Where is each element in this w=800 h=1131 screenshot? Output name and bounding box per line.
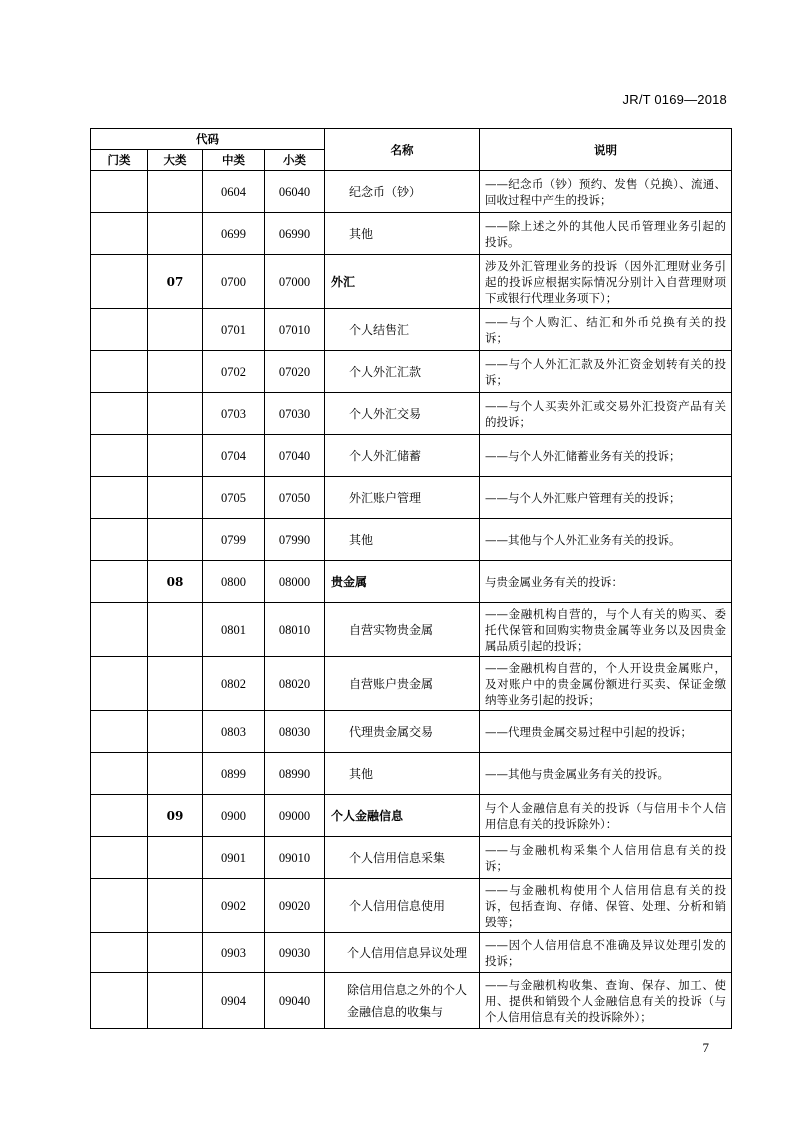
cell-zhonglei: 0702: [203, 351, 265, 393]
cell-zhonglei: 0799: [203, 519, 265, 561]
cell-menlei: [91, 213, 148, 255]
table-row: [91, 933, 732, 973]
cell-name: 自营账户贵金属: [325, 657, 480, 711]
cell-description: ——与金融机构收集、查询、保存、加工、使用、提供和销毁个人金融信息有关的投诉（与个人信用信息有关的投诉除外）；: [480, 973, 732, 1029]
cell-xiaolei: 06990: [265, 213, 325, 255]
table-row: [91, 657, 732, 711]
cell-name: 个人外汇储蓄: [325, 435, 480, 477]
cell-description: ——因个人信用信息不准确及异议处理引发的投诉；: [480, 933, 732, 973]
table-row: [91, 519, 732, 561]
header-zhonglei: 中类: [203, 150, 265, 171]
cell-dalei: 08: [148, 561, 203, 603]
table-row: [91, 837, 732, 879]
table-row: [91, 477, 732, 519]
table-row: [91, 973, 732, 1029]
cell-zhonglei: 0802: [203, 657, 265, 711]
cell-zhonglei: 0803: [203, 711, 265, 753]
cell-xiaolei: 09000: [265, 795, 325, 837]
cell-menlei: [91, 753, 148, 795]
cell-name: 除信用信息之外的个人金融信息的收集与: [325, 973, 480, 1029]
header-description: 说明: [480, 129, 732, 171]
header-menlei: 门类: [91, 150, 148, 171]
table-row: [91, 435, 732, 477]
page-number: 7: [702, 1040, 709, 1055]
cell-name: 个人结售汇: [325, 309, 480, 351]
table-row: [91, 795, 732, 837]
cell-xiaolei: 08990: [265, 753, 325, 795]
cell-menlei: [91, 435, 148, 477]
cell-zhonglei: 0705: [203, 477, 265, 519]
cell-dalei: [148, 837, 203, 879]
cell-zhonglei: 0701: [203, 309, 265, 351]
cell-description: ——与个人外汇账户管理有关的投诉；: [480, 477, 732, 519]
cell-zhonglei: 0901: [203, 837, 265, 879]
cell-xiaolei: 08010: [265, 603, 325, 657]
table-row: [91, 213, 732, 255]
cell-dalei: [148, 603, 203, 657]
cell-zhonglei: 0900: [203, 795, 265, 837]
standard-number: JR/T 0169—2018: [622, 92, 727, 107]
cell-xiaolei: 08020: [265, 657, 325, 711]
table-row: [91, 255, 732, 309]
header-xiaolei: 小类: [265, 150, 325, 171]
cell-name: 贵金属: [325, 561, 480, 603]
cell-name: 外汇账户管理: [325, 477, 480, 519]
cell-menlei: [91, 933, 148, 973]
cell-dalei: [148, 711, 203, 753]
table-row: [91, 351, 732, 393]
header-code-group: 代码: [91, 129, 325, 150]
cell-dalei: 09: [148, 795, 203, 837]
cell-name: 个人外汇交易: [325, 393, 480, 435]
cell-xiaolei: 07050: [265, 477, 325, 519]
cell-menlei: [91, 309, 148, 351]
cell-zhonglei: 0703: [203, 393, 265, 435]
cell-description: ——其他与贵金属业务有关的投诉。: [480, 753, 732, 795]
cell-menlei: [91, 603, 148, 657]
cell-description: ——与金融机构使用个人信用信息有关的投诉，包括查询、存储、保管、处理、分析和销毁等；: [480, 879, 732, 933]
cell-zhonglei: 0604: [203, 171, 265, 213]
cell-zhonglei: 0903: [203, 933, 265, 973]
table-row: [91, 171, 732, 213]
cell-menlei: [91, 255, 148, 309]
cell-description: ——其他与个人外汇业务有关的投诉。: [480, 519, 732, 561]
cell-xiaolei: 08030: [265, 711, 325, 753]
cell-description: ——与金融机构采集个人信用信息有关的投诉；: [480, 837, 732, 879]
cell-description: 涉及外汇管理业务的投诉（因外汇理财业务引起的投诉应根据实际情况分别计入自营理财项下或银行代理业务项下）；: [480, 255, 732, 309]
cell-menlei: [91, 393, 148, 435]
cell-dalei: [148, 435, 203, 477]
cell-menlei: [91, 477, 148, 519]
cell-zhonglei: 0904: [203, 973, 265, 1029]
cell-menlei: [91, 519, 148, 561]
table-row: [91, 561, 732, 603]
cell-dalei: [148, 393, 203, 435]
header-name: 名称: [325, 129, 480, 171]
cell-xiaolei: 07030: [265, 393, 325, 435]
cell-zhonglei: 0699: [203, 213, 265, 255]
cell-menlei: [91, 879, 148, 933]
cell-name: 个人信用信息采集: [325, 837, 480, 879]
cell-menlei: [91, 171, 148, 213]
cell-xiaolei: 07990: [265, 519, 325, 561]
cell-xiaolei: 09040: [265, 973, 325, 1029]
cell-description: 与个人金融信息有关的投诉（与信用卡个人信用信息有关的投诉除外）：: [480, 795, 732, 837]
cell-description: ——与个人外汇汇款及外汇资金划转有关的投诉；: [480, 351, 732, 393]
cell-name: 其他: [325, 753, 480, 795]
cell-xiaolei: 09010: [265, 837, 325, 879]
cell-xiaolei: 07040: [265, 435, 325, 477]
cell-xiaolei: 07010: [265, 309, 325, 351]
table-row: [91, 393, 732, 435]
cell-zhonglei: 0902: [203, 879, 265, 933]
cell-dalei: [148, 519, 203, 561]
cell-description: 与贵金属业务有关的投诉：: [480, 561, 732, 603]
cell-dalei: [148, 213, 203, 255]
cell-name: 个人金融信息: [325, 795, 480, 837]
cell-name: 代理贵金属交易: [325, 711, 480, 753]
cell-xiaolei: 07020: [265, 351, 325, 393]
cell-zhonglei: 0800: [203, 561, 265, 603]
table-row: [91, 879, 732, 933]
cell-dalei: [148, 753, 203, 795]
cell-menlei: [91, 973, 148, 1029]
cell-dalei: [148, 477, 203, 519]
cell-zhonglei: 0704: [203, 435, 265, 477]
cell-dalei: [148, 351, 203, 393]
header-dalei: 大类: [148, 150, 203, 171]
cell-name: 自营实物贵金属: [325, 603, 480, 657]
cell-description: ——代理贵金属交易过程中引起的投诉；: [480, 711, 732, 753]
cell-description: ——与个人外汇储蓄业务有关的投诉；: [480, 435, 732, 477]
cell-description: ——金融机构自营的，个人开设贵金属账户，及对账户中的贵金属份额进行买卖、保证金缴纳等业务引起的投诉；: [480, 657, 732, 711]
cell-dalei: [148, 933, 203, 973]
cell-name: 个人信用信息使用: [325, 879, 480, 933]
cell-dalei: [148, 879, 203, 933]
classification-table: [90, 128, 732, 1029]
cell-menlei: [91, 657, 148, 711]
cell-zhonglei: 0801: [203, 603, 265, 657]
cell-dalei: [148, 973, 203, 1029]
cell-dalei: [148, 657, 203, 711]
cell-xiaolei: 06040: [265, 171, 325, 213]
table-row: [91, 309, 732, 351]
cell-menlei: [91, 351, 148, 393]
cell-dalei: [148, 309, 203, 351]
cell-name: 个人信用信息异议处理: [325, 933, 480, 973]
cell-name: 其他: [325, 519, 480, 561]
cell-dalei: 07: [148, 255, 203, 309]
cell-zhonglei: 0700: [203, 255, 265, 309]
cell-description: ——金融机构自营的，与个人有关的购买、委托代保管和回购实物贵金属等业务以及因贵金属品质引起的投诉；: [480, 603, 732, 657]
cell-name: 个人外汇汇款: [325, 351, 480, 393]
cell-description: ——纪念币（钞）预约、发售（兑换）、流通、回收过程中产生的投诉；: [480, 171, 732, 213]
cell-menlei: [91, 711, 148, 753]
cell-menlei: [91, 795, 148, 837]
cell-description: ——除上述之外的其他人民币管理业务引起的投诉。: [480, 213, 732, 255]
cell-zhonglei: 0899: [203, 753, 265, 795]
cell-name: 其他: [325, 213, 480, 255]
cell-xiaolei: 09030: [265, 933, 325, 973]
cell-dalei: [148, 171, 203, 213]
cell-description: ——与个人购汇、结汇和外币兑换有关的投诉；: [480, 309, 732, 351]
table-row: [91, 711, 732, 753]
cell-description: ——与个人买卖外汇或交易外汇投资产品有关的投诉；: [480, 393, 732, 435]
table-row: [91, 753, 732, 795]
cell-menlei: [91, 561, 148, 603]
cell-menlei: [91, 837, 148, 879]
cell-xiaolei: 07000: [265, 255, 325, 309]
cell-name: 纪念币（钞）: [325, 171, 480, 213]
cell-xiaolei: 09020: [265, 879, 325, 933]
cell-name: 外汇: [325, 255, 480, 309]
cell-xiaolei: 08000: [265, 561, 325, 603]
table-row: [91, 603, 732, 657]
